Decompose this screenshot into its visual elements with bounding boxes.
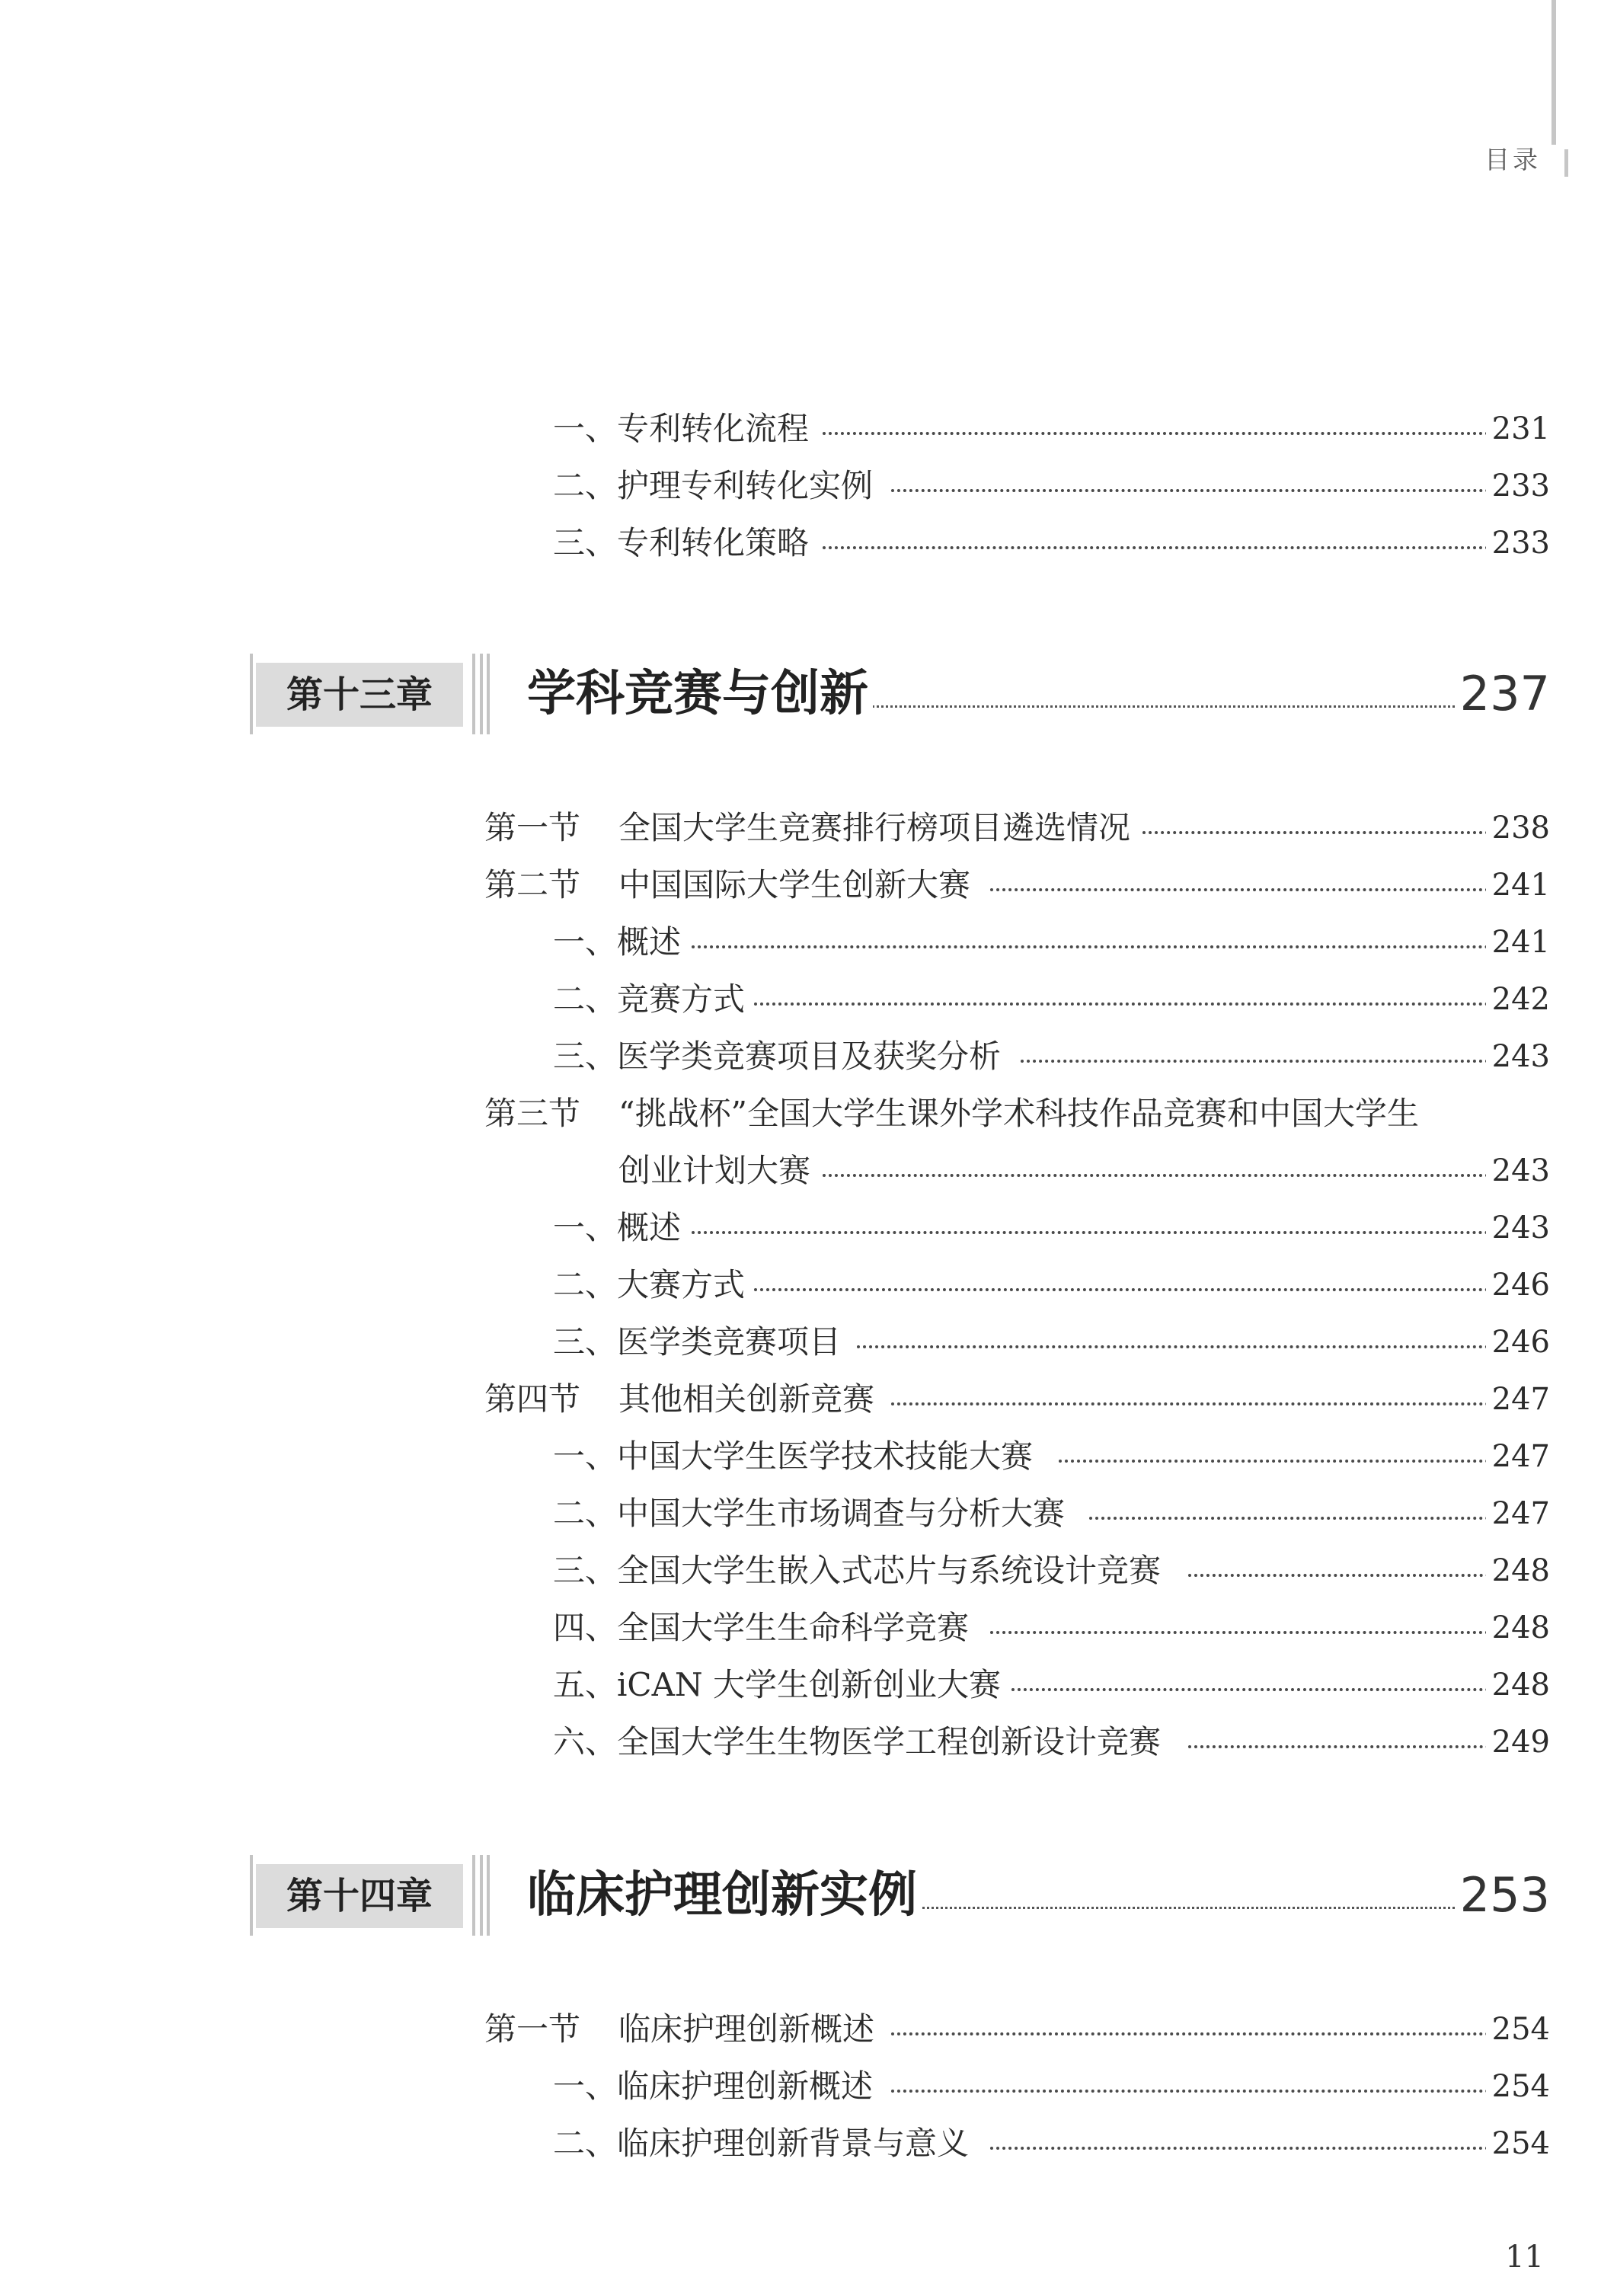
page-number: 11: [1505, 2240, 1544, 2275]
toc-item-label: 一、专利转化流程: [553, 406, 816, 452]
toc-page-number: 233: [1486, 463, 1550, 509]
toc-section[interactable]: [0, 1377, 1617, 1422]
leader-dots: [891, 1402, 1538, 1405]
section-number: 第一节: [484, 805, 588, 851]
toc-page-number: 242: [1486, 977, 1550, 1022]
chapter-heading[interactable]: [0, 1855, 1617, 1939]
section-title-continued: 创业计划大赛: [618, 1148, 818, 1194]
leader-dots: [1021, 1060, 1538, 1063]
toc-item-label: 三、全国大学生嵌入式芯片与系统设计竞赛: [553, 1548, 1168, 1594]
toc-item[interactable]: [0, 1262, 1617, 1308]
toc-item-label: 二、护理专利转化实例: [553, 463, 880, 509]
leader-dots: [1005, 1688, 1538, 1691]
toc-item[interactable]: [0, 463, 1617, 509]
leader-dots: [754, 1003, 1538, 1006]
leader-dots: [1059, 1460, 1538, 1463]
leader-dots: [754, 1288, 1538, 1291]
toc-item[interactable]: [0, 406, 1617, 452]
chapter-page-number: 253: [1457, 1855, 1550, 1936]
leader-dots: [891, 489, 1538, 492]
toc-page-number: 243: [1486, 1148, 1550, 1194]
leader-dots: [891, 2090, 1538, 2093]
toc-item[interactable]: [0, 2121, 1617, 2166]
toc-page-number: 254: [1486, 2121, 1550, 2166]
chapter-number-label: 第十四章: [256, 1864, 463, 1928]
toc-item[interactable]: [0, 1548, 1617, 1594]
toc-item-label: 一、概述: [553, 919, 689, 965]
leader-dots: [990, 2147, 1538, 2150]
running-title: 目录: [1484, 145, 1541, 174]
toc-item[interactable]: [0, 1662, 1617, 1708]
toc-page-number: 231: [1486, 406, 1550, 452]
toc-item-label: 一、概述: [553, 1205, 689, 1251]
chapter-rule: [480, 654, 483, 734]
toc-item-label: 二、中国大学生市场调查与分析大赛: [553, 1491, 1072, 1537]
section-number: 第四节: [484, 1377, 588, 1422]
toc-page-number: 243: [1486, 1205, 1550, 1251]
toc-page-number: 233: [1486, 520, 1550, 566]
toc-item[interactable]: [0, 1605, 1617, 1651]
toc-page-number: 248: [1486, 1548, 1550, 1594]
toc-page-number: 238: [1486, 805, 1550, 851]
toc-item[interactable]: [0, 1491, 1617, 1537]
leader-dots: [857, 1345, 1538, 1348]
chapter-rule: [250, 654, 253, 734]
toc-item-label: 五、iCAN 大学生创新创业大赛: [553, 1662, 1008, 1708]
chapter-rule: [472, 1855, 475, 1936]
chapter-rule: [250, 1855, 253, 1936]
toc-item[interactable]: [0, 1719, 1617, 1765]
toc-page-number: 248: [1486, 1662, 1550, 1708]
leader-dots: [1142, 831, 1538, 834]
toc-section-continued[interactable]: [0, 1148, 1617, 1194]
leader-dots: [990, 1631, 1538, 1634]
chapter-rule: [472, 654, 475, 734]
toc-page-number: 241: [1486, 919, 1550, 965]
leader-dots: [685, 945, 1538, 948]
toc-page-number: 246: [1486, 1319, 1550, 1365]
leader-dots: [823, 546, 1538, 549]
section-title: “挑战杯”全国大学生课外学术科技作品竞赛和中国大学生: [618, 1091, 1427, 1137]
toc-page-number: 247: [1486, 1491, 1550, 1537]
toc-section[interactable]: [0, 862, 1617, 908]
toc-item-label: 三、医学类竞赛项目及获奖分析: [553, 1034, 1008, 1079]
toc-page-number: 254: [1486, 2064, 1550, 2109]
toc-item-label: 二、大赛方式: [553, 1262, 753, 1308]
toc-item[interactable]: [0, 1319, 1617, 1365]
toc-page-number: 249: [1486, 1719, 1550, 1765]
toc-page-number: 243: [1486, 1034, 1550, 1079]
chapter-number-label: 第十三章: [256, 663, 463, 727]
leader-dots: [823, 1174, 1538, 1177]
section-title: 其他相关创新竞赛: [618, 1377, 882, 1422]
chapter-rule: [487, 654, 490, 734]
toc-item[interactable]: [0, 520, 1617, 566]
toc-item[interactable]: [0, 919, 1617, 965]
header-rule-short: [1564, 149, 1568, 177]
toc-section[interactable]: [0, 2007, 1617, 2052]
leader-dots: [891, 2032, 1538, 2035]
toc-item-label: 六、全国大学生生物医学工程创新设计竞赛: [553, 1719, 1168, 1765]
section-title: 临床护理创新概述: [618, 2007, 882, 2052]
toc-item[interactable]: [0, 1205, 1617, 1251]
toc-item[interactable]: [0, 1034, 1617, 1079]
toc-page-number: 246: [1486, 1262, 1550, 1308]
toc-item-label: 二、临床护理创新背景与意义: [553, 2121, 976, 2166]
chapter-heading[interactable]: [0, 654, 1617, 737]
leader-dots: [685, 1231, 1538, 1234]
toc-section[interactable]: [0, 805, 1617, 851]
toc-page-number: 254: [1486, 2007, 1550, 2052]
toc-page-number: 241: [1486, 862, 1550, 908]
chapter-rule: [487, 1855, 490, 1936]
section-number: 第三节: [484, 1091, 588, 1137]
chapter-title: 临床护理创新实例: [527, 1855, 922, 1936]
toc-item-label: 三、专利转化策略: [553, 520, 816, 566]
toc-section[interactable]: [0, 1091, 1617, 1137]
chapter-title: 学科竞赛与创新: [527, 654, 873, 734]
toc-item[interactable]: [0, 977, 1617, 1022]
leader-dots: [823, 432, 1538, 435]
toc-item[interactable]: [0, 2064, 1617, 2109]
chapter-rule: [480, 1855, 483, 1936]
leader-dots: [1089, 1517, 1538, 1520]
toc-item-label: 三、医学类竞赛项目: [553, 1319, 848, 1365]
toc-item-label: 二、竞赛方式: [553, 977, 753, 1022]
toc-page-number: 247: [1486, 1377, 1550, 1422]
toc-page-number: 247: [1486, 1434, 1550, 1479]
header-rule: [1551, 0, 1556, 145]
toc-page-number: 248: [1486, 1605, 1550, 1651]
leader-dots: [990, 888, 1538, 891]
section-title: 中国国际大学生创新大赛: [618, 862, 978, 908]
toc-item-label: 一、临床护理创新概述: [553, 2064, 880, 2109]
section-number: 第一节: [484, 2007, 588, 2052]
toc-item-label: 四、全国大学生生命科学竞赛: [553, 1605, 976, 1651]
section-title: 全国大学生竞赛排行榜项目遴选情况: [618, 805, 1138, 851]
toc-item-label: 一、中国大学生医学技术技能大赛: [553, 1434, 1040, 1479]
toc-item[interactable]: [0, 1434, 1617, 1479]
chapter-page-number: 237: [1457, 654, 1550, 734]
section-number: 第二节: [484, 862, 588, 908]
